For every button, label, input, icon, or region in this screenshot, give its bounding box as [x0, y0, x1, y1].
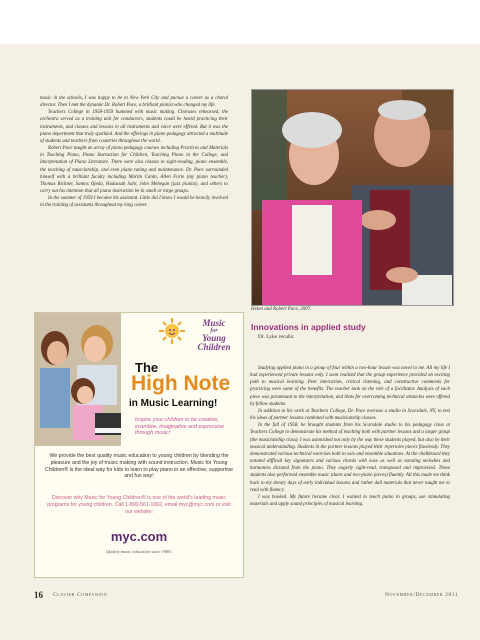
logo-line: Music	[202, 318, 226, 328]
ad-subheadline: in Music Learning!	[129, 398, 218, 409]
right-article-column	[250, 365, 450, 508]
article-paragraph: In the summer of 1959 I became his assistant. Little did I know I would be heavily involved in the training of assistants throughout my long career.	[40, 196, 228, 209]
article-paragraph: music in the schools, I was happy to be in New York City and pursue a career as a choral director. Then I met the dynamic Dr. Robert Pace, a brilliant pianist who changed my life.	[40, 96, 228, 109]
left-article-column	[40, 95, 228, 210]
article-paragraph: Teachers College in 1958-1959 hummed with music making. Choruses rehearsed, the orchestra served as a training unit for conductors, students could be heard practicing their instruments, and classes and lessons in all instruments and voice were offered. But it was the piano department that truly sparkled. And the offerings in piano pedagogy attracted a multitude of students and teachers from countries throughout the world.	[40, 110, 228, 144]
top-margin	[0, 0, 480, 44]
pace-photo-illustration	[252, 90, 453, 305]
ad-tagline: Inspire your children to be creative, inventive, imaginative and expressive through music!	[135, 417, 225, 437]
section-heading: Innovations in applied study	[251, 322, 366, 332]
ad-photo	[35, 313, 121, 446]
article-paragraph: I was hooked. My future became clear. I wanted to teach piano in groups, use stimulating materials and apply sound principles of musical learning.	[250, 494, 450, 507]
section-intro: Dr. Lyke recalls:	[258, 334, 295, 340]
article-paragraph: In addition to his work at Teachers College, Dr. Pace oversaw a studio in Scarsdale, NY, to test his ideas of partner lessons combined with musicianship classes.	[250, 408, 450, 422]
issue-date: November/December 2011	[385, 592, 459, 598]
photo-caption: Helen and Robert Pace, 2007.	[251, 307, 312, 312]
pace-photo	[251, 89, 454, 306]
ad-slogan: Quality music education since 1980.	[106, 549, 172, 554]
ad-body-text: We provide the best quality music education to young children by blending the pleasure and the joy of music making with sound instruction. Music for Young Children® is the ideal way for kids to learn to play piano in an effective, supportive and fun way!	[45, 453, 233, 480]
ad-call-to-action: Discover why Music for Young Children® is one of the world's leading music programs for young children. Call 1-800-561-1062, email myc@myc.com or visit our website:	[47, 495, 231, 515]
logo-line: for	[210, 328, 218, 334]
article-paragraph: Studying applied piano in a group of four within a two-hour lesson was novel to me. All my life I had experienced private lessons only. I soon realized that the group experience provided an exciting path to musical learning. Peer interaction, critical listening, and constructive comments for practicing were some of the benefits. The teacher took on the role of a facilitator. Analysis of each piece was paramount to the interpretation, and hints for overcoming technical obstacles were offered by fellow students.	[250, 366, 450, 407]
ad-headline: High Note	[131, 372, 231, 395]
music-for-young-children-ad[interactable]	[34, 312, 244, 578]
logo-line: Children	[197, 342, 231, 352]
article-paragraph: Robert Pace taught an array of piano pedagogy courses including Practices and Materials in Teaching Piano, Piano Instruction for Children, Teaching Piano in the College, and Interpretation of Piano Literature. There were also classes in sight-reading, piano ensemble, the teaching of musicianship, and even piano tuning and maintenance. Dr. Pace surrounded himself with a brilliant faculty including Martin Canin, Allen Forte (my piano teacher), Thomas Richner, Santos Ojeda, Hadassah Sahr, John Mehegan (jazz pianist), and others to carry out his intention that all piano instruction be in small or large groups.	[40, 146, 228, 195]
ad-logo-text	[187, 319, 241, 352]
logo-line: Young	[202, 333, 226, 343]
article-paragraph: In the fall of 1958, he brought students from his Scarsdale studio to his pedagogy class at Teachers College to demonstrate his method of teaching both with partner lessons and a larger group (the musicianship class). I was astonished not only by the way these students played, but also by their musical understanding. Students in the partner lessons played their repertoire pieces flawlessly. They demonstrated various technical exercises both in solo and ensemble situations. At the chalkboard they notated difficult key signatures and various chords with ease as well as notating melodies and harmonies dictated from the piano. They eagerly sight-read, transposed and improvised. These students also performed ensemble music (duets and two-piano pieces) fluently. All this made me think back to my dreary days of early individual lessons and rather dull materials that never taught me to read with fluency.	[250, 423, 450, 493]
ad-website-link[interactable]: myc.com	[110, 529, 168, 544]
page-number: 16	[34, 590, 43, 600]
ad-photo-illustration	[35, 313, 121, 446]
ad-the: The	[135, 360, 159, 375]
sun-logo-icon	[159, 318, 185, 344]
magazine-name: Clavier Companion	[53, 592, 108, 598]
